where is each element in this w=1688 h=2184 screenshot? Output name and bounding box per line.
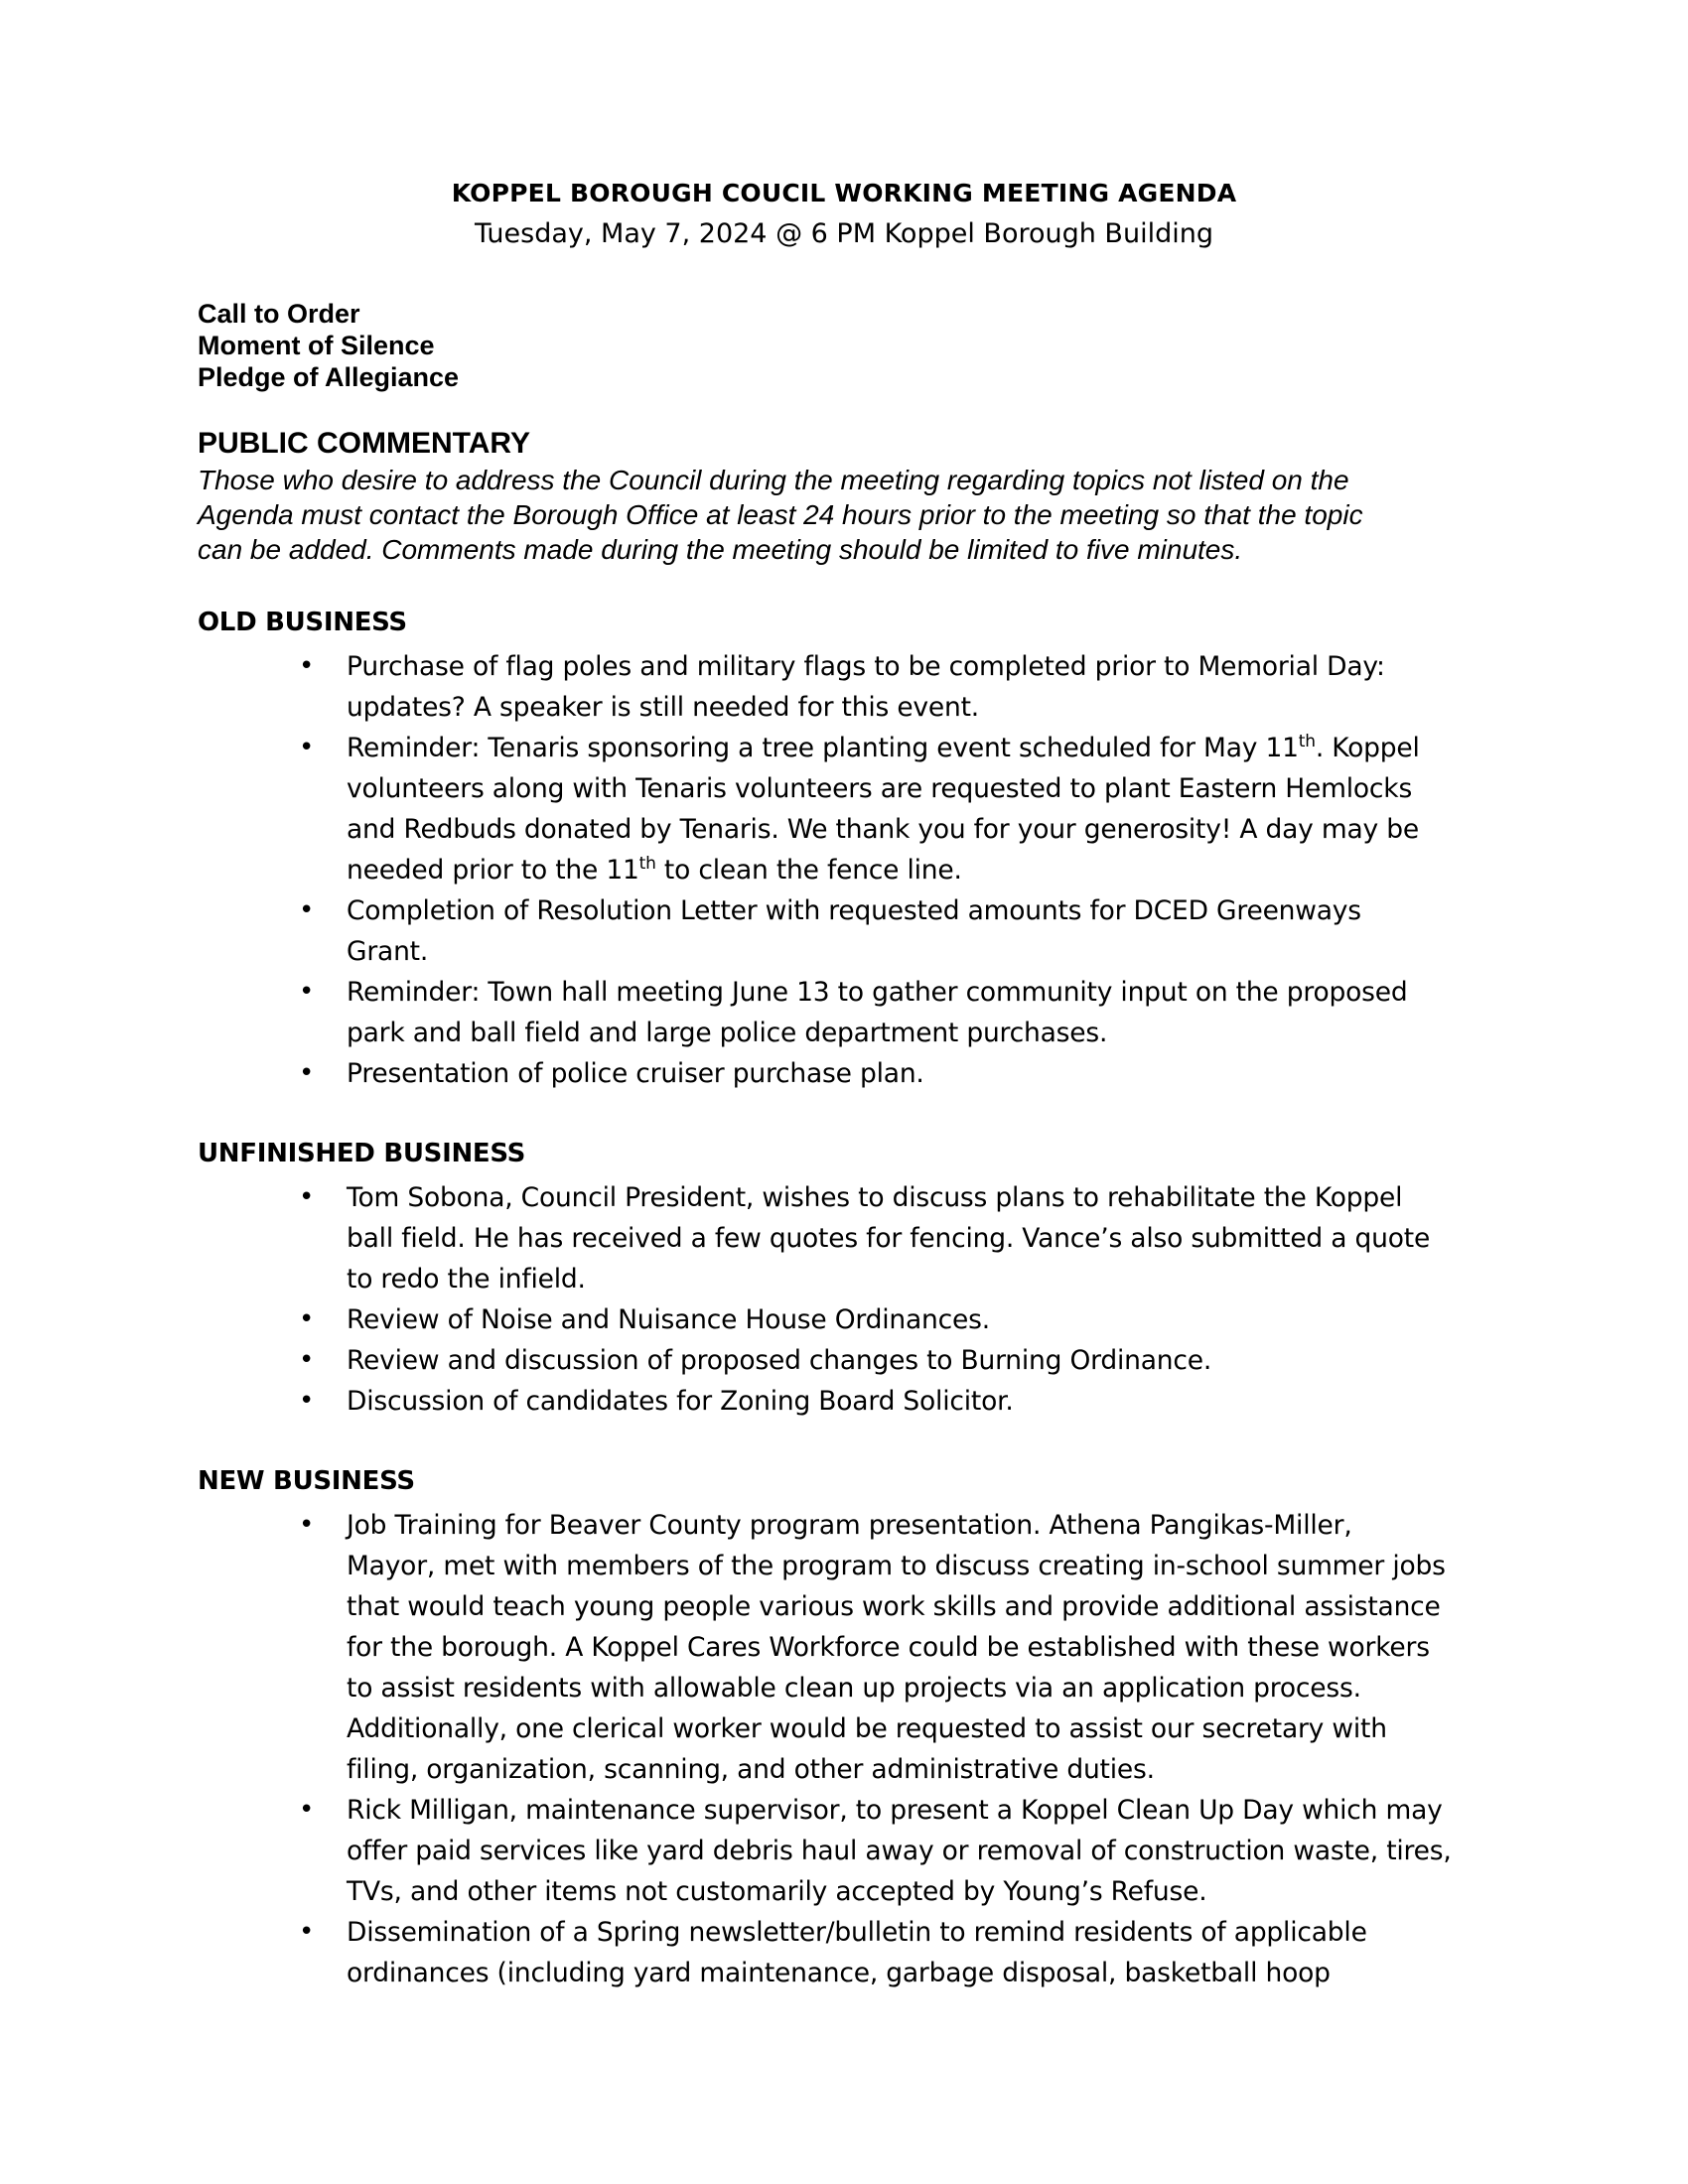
item-line: Completion of Resolution Letter with requested amounts for DCED Greenways [347,895,1361,926]
item-line: Tom Sobona, Council President, wishes to discuss plans to rehabilitate the Koppel [347,1182,1403,1213]
list-item [198,890,1488,972]
unfinished-business-heading: UNFINISHED BUSINESS [198,1139,526,1168]
ordinal-suffix: th [638,854,656,875]
public-commentary-text [198,463,1518,567]
public-commentary-heading: PUBLIC COMMENTARY [198,427,530,460]
bullet-icon: • [299,1917,315,1947]
item-line: Mayor, met with members of the program to discuss creating in-school summer jobs [347,1551,1446,1581]
item-line: filing, organization, scanning, and other administrative duties. [347,1754,1155,1785]
ordinal-suffix: th [1298,732,1316,752]
list-item [198,646,1488,728]
bullet-icon: • [299,651,315,681]
item-line: volunteers along with Tenaris volunteers are requested to plant Eastern Hemlocks [347,773,1413,804]
item-text: Reminder: Tenaris sponsoring a tree planting event scheduled for May 11 [347,733,1299,763]
item-line: to assist residents with allowable clean up projects via an application process. [347,1673,1361,1704]
item-line: Purchase of flag poles and military flags to be completed prior to Memorial Day: [347,651,1385,682]
new-business-list [198,1505,1488,1993]
item-line: updates? A speaker is still needed for this event. [347,692,980,723]
item-line: Rick Milligan, maintenance supervisor, to present a Koppel Clean Up Day which may [347,1795,1443,1826]
old-business-heading: OLD BUSINESS [198,608,407,637]
item-line: TVs, and other items not customarily accepted by Young’s Refuse. [347,1876,1207,1907]
item-text: needed prior to the 11 [347,855,639,886]
opening-items [198,298,459,393]
item-line: Review of Noise and Nuisance House Ordinances. [347,1304,990,1335]
bullet-icon: • [299,1386,315,1416]
item-line: to redo the infield. [347,1264,586,1295]
public-commentary-line: can be added. Comments made during the meeting should be limited to five minutes. [198,534,1243,565]
moment-of-silence: Moment of Silence [198,331,435,360]
item-text: . Koppel [1315,733,1420,763]
bullet-icon: • [299,1345,315,1375]
list-item [198,1177,1488,1299]
list-item [198,1505,1488,1790]
public-commentary-line: Agenda must contact the Borough Office at least 24 hours prior to the meeting so that the topic [198,499,1363,530]
list-item [198,1381,1488,1422]
item-line: offer paid services like yard debris haul away or removal of construction waste, tires, [347,1836,1452,1866]
item-line: Review and discussion of proposed changes to Burning Ordinance. [347,1345,1212,1376]
list-item [198,1053,1488,1094]
item-line: and Redbuds donated by Tenaris. We thank you for your generosity! A day may be [347,814,1419,845]
bullet-icon: • [299,895,315,925]
item-line: Discussion of candidates for Zoning Board Solicitor. [347,1386,1014,1417]
item-line: Presentation of police cruiser purchase plan. [347,1058,924,1089]
bullet-icon: • [299,1510,315,1540]
unfinished-business-list [198,1177,1488,1422]
old-business-list [198,646,1488,1094]
item-line: ball field. He has received a few quotes for fencing. Vance’s also submitted a quote [347,1223,1431,1254]
bullet-icon: • [299,1304,315,1334]
bullet-icon: • [299,1795,315,1825]
call-to-order: Call to Order [198,299,360,329]
bullet-icon: • [299,1182,315,1212]
item-line: Grant. [347,936,429,967]
item-line: Job Training for Beaver County program presentation. Athena Pangikas-Miller, [347,1510,1352,1541]
item-line: that would teach young people various work skills and provide additional assistance [347,1591,1441,1622]
list-item [198,1790,1488,1912]
bullet-icon: • [299,977,315,1007]
item-line: for the borough. A Koppel Cares Workforce could be established with these workers [347,1632,1430,1663]
item-line: park and ball field and large police department purchases. [347,1018,1108,1048]
pledge-of-allegiance: Pledge of Allegiance [198,362,460,392]
new-business-heading: NEW BUSINESS [198,1466,415,1496]
public-commentary-line: Those who desire to address the Council during the meeting regarding topics not listed on the [198,465,1349,495]
list-item [198,728,1488,890]
item-line: Reminder: Town hall meeting June 13 to gather community input on the proposed [347,977,1408,1008]
item-line: Dissemination of a Spring newsletter/bulletin to remind residents of applicable [347,1917,1367,1948]
list-item [198,972,1488,1053]
bullet-icon: • [299,1058,315,1088]
item-line: Additionally, one clerical worker would be requested to assist our secretary with [347,1713,1387,1744]
item-line [347,850,1488,890]
list-item [198,1340,1488,1381]
document-title: KOPPEL BOROUGH COUCIL WORKING MEETING AGENDA [451,179,1237,207]
meeting-date-location: Tuesday, May 7, 2024 @ 6 PM Koppel Borough Building [475,218,1213,249]
bullet-icon: • [299,733,315,762]
list-item [198,1912,1488,1993]
list-item [198,1299,1488,1340]
item-text: to clean the fence line. [655,855,962,886]
item-line: ordinances (including yard maintenance, garbage disposal, basketball hoop [347,1958,1331,1988]
item-line [347,728,1488,768]
